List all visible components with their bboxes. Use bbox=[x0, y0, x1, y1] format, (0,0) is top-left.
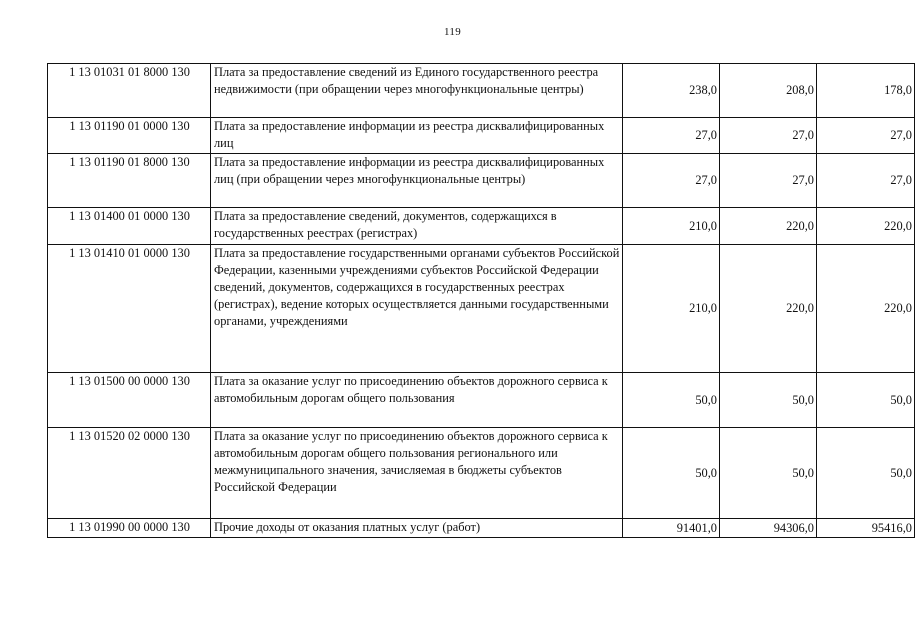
amount-year-2: 50,0 bbox=[720, 373, 817, 428]
revenue-code: 1 13 01190 01 0000 130 bbox=[48, 118, 211, 154]
revenue-code: 1 13 01520 02 0000 130 bbox=[48, 428, 211, 519]
revenue-description: Плата за оказание услуг по присоединению объектов дорожного сервиса к автомобильным дорогам общего пользования регионального или межмуниципального значения, зачисляемая в бюджеты субъектов Российской Федерации bbox=[211, 428, 623, 519]
amount-year-3: 220,0 bbox=[817, 245, 915, 373]
amount-year-2: 27,0 bbox=[720, 118, 817, 154]
table-row bbox=[48, 208, 915, 245]
revenue-description: Плата за предоставление информации из реестра дисквалифицированных лиц (при обращении через многофункциональные центры) bbox=[211, 154, 623, 208]
table-row bbox=[48, 118, 915, 154]
revenue-description: Плата за предоставление государственными органами субъектов Российской Федерации, казенными учреждениями субъектов Российской Федерации сведений, документов, содержащихся в государственных реестрах (регистрах), ведение которых осуществляется данными государственными органами, учреждениями bbox=[211, 245, 623, 373]
revenue-code: 1 13 01031 01 8000 130 bbox=[48, 64, 211, 118]
table-row bbox=[48, 373, 915, 428]
revenue-description: Плата за предоставление сведений, документов, содержащихся в государственных реестрах (регистрах) bbox=[211, 208, 623, 245]
amount-year-1: 210,0 bbox=[623, 208, 720, 245]
revenue-description: Плата за предоставление сведений из Единого государственного реестра недвижимости (при обращении через многофункциональные центры) bbox=[211, 64, 623, 118]
table-row bbox=[48, 519, 915, 538]
amount-year-2: 50,0 bbox=[720, 428, 817, 519]
amount-year-2: 27,0 bbox=[720, 154, 817, 208]
table-row bbox=[48, 154, 915, 208]
revenue-code: 1 13 01410 01 0000 130 bbox=[48, 245, 211, 373]
amount-year-2: 220,0 bbox=[720, 208, 817, 245]
revenue-code: 1 13 01500 00 0000 130 bbox=[48, 373, 211, 428]
table-row bbox=[48, 245, 915, 373]
amount-year-1: 238,0 bbox=[623, 64, 720, 118]
revenue-code: 1 13 01190 01 8000 130 bbox=[48, 154, 211, 208]
amount-year-3: 27,0 bbox=[817, 118, 915, 154]
table-row bbox=[48, 64, 915, 118]
amount-year-1: 210,0 bbox=[623, 245, 720, 373]
amount-year-1: 91401,0 bbox=[623, 519, 720, 538]
amount-year-3: 220,0 bbox=[817, 208, 915, 245]
revenue-description: Плата за оказание услуг по присоединению объектов дорожного сервиса к автомобильным дорогам общего пользования bbox=[211, 373, 623, 428]
amount-year-1: 27,0 bbox=[623, 118, 720, 154]
amount-year-2: 208,0 bbox=[720, 64, 817, 118]
revenue-description: Прочие доходы от оказания платных услуг (работ) bbox=[211, 519, 623, 538]
amount-year-1: 50,0 bbox=[623, 373, 720, 428]
amount-year-3: 27,0 bbox=[817, 154, 915, 208]
revenue-table bbox=[47, 63, 915, 538]
amount-year-2: 220,0 bbox=[720, 245, 817, 373]
amount-year-3: 50,0 bbox=[817, 373, 915, 428]
amount-year-2: 94306,0 bbox=[720, 519, 817, 538]
page-number: 119 bbox=[444, 26, 461, 38]
amount-year-1: 27,0 bbox=[623, 154, 720, 208]
amount-year-3: 178,0 bbox=[817, 64, 915, 118]
amount-year-3: 50,0 bbox=[817, 428, 915, 519]
revenue-code: 1 13 01400 01 0000 130 bbox=[48, 208, 211, 245]
table-row bbox=[48, 428, 915, 519]
revenue-code: 1 13 01990 00 0000 130 bbox=[48, 519, 211, 538]
revenue-description: Плата за предоставление информации из реестра дисквалифицированных лиц bbox=[211, 118, 623, 154]
amount-year-1: 50,0 bbox=[623, 428, 720, 519]
amount-year-3: 95416,0 bbox=[817, 519, 915, 538]
